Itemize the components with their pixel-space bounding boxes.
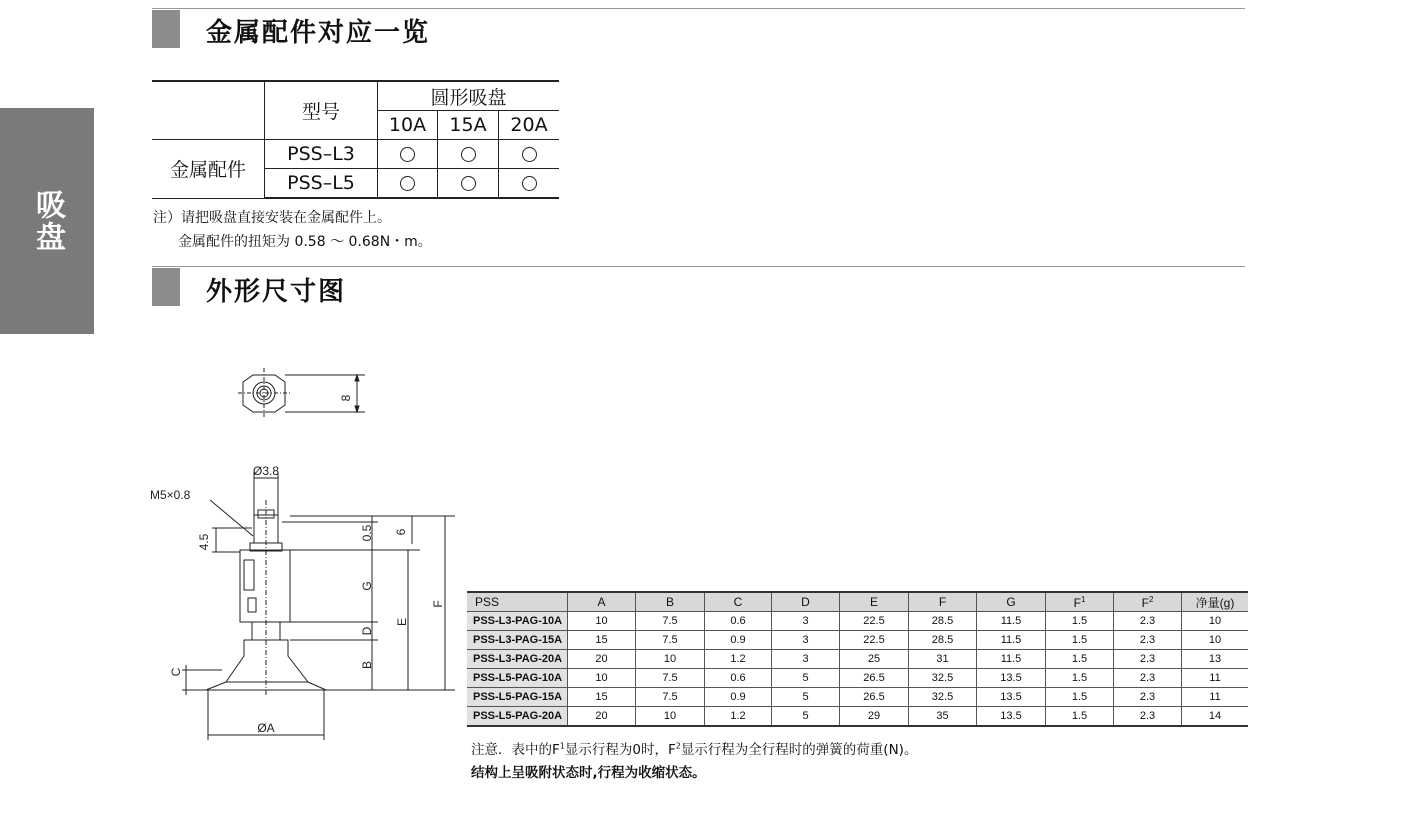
value-cell: 31: [909, 650, 977, 669]
row-group-label: 金属配件: [152, 140, 265, 199]
value-cell: 15: [568, 631, 636, 650]
compat-mark: [499, 169, 560, 199]
size-header: 10A: [378, 111, 438, 140]
dim-label-d: D: [360, 626, 374, 636]
value-cell: 7.5: [636, 688, 705, 707]
section-marker: [152, 10, 180, 48]
value-cell: 10: [1182, 631, 1249, 650]
dim-label-e: E: [395, 617, 409, 627]
value-cell: 25: [840, 650, 909, 669]
compat-mark: [378, 169, 438, 199]
circle-icon: [522, 147, 537, 162]
value-cell: 3: [772, 612, 840, 631]
side-tab[interactable]: [0, 108, 94, 334]
column-header-f1: $F^1$: [1046, 592, 1114, 612]
model-cell: PSS-L5-PAG-10A: [467, 669, 568, 688]
value-cell: 10: [636, 707, 705, 727]
value-cell: 2.3: [1114, 669, 1182, 688]
column-header: A: [568, 592, 636, 612]
value-cell: 22.5: [840, 612, 909, 631]
footnote-line-1: [471, 738, 917, 758]
value-cell: 1.5: [1046, 650, 1114, 669]
value-cell: 11: [1182, 669, 1249, 688]
note-line-2: 金属配件的扭矩为 0.58 ～ 0.68N・m。: [178, 234, 432, 250]
value-cell: 2.3: [1114, 631, 1182, 650]
column-header: G: [977, 592, 1046, 612]
value-cell: 10: [568, 669, 636, 688]
section-title-dimensions: 外形尺寸图: [206, 277, 347, 307]
column-header-f2: $F^2$: [1114, 592, 1182, 612]
circle-icon: [400, 147, 415, 162]
value-cell: 32.5: [909, 669, 977, 688]
hex-top-view: [238, 368, 365, 418]
value-cell: 1.5: [1046, 631, 1114, 650]
section-marker: [152, 268, 180, 306]
value-cell: 28.5: [909, 612, 977, 631]
dim-label-4-5: 4.5: [197, 533, 211, 551]
value-cell: 11.5: [977, 612, 1046, 631]
footnote-line-2: 结构上呈吸附状态时,行程为收缩状态。: [471, 765, 706, 781]
value-cell: 15: [568, 688, 636, 707]
value-cell: 1.5: [1046, 707, 1114, 727]
column-header: B: [636, 592, 705, 612]
value-cell: 2.3: [1114, 688, 1182, 707]
value-cell: 13.5: [977, 688, 1046, 707]
footnote-text: 注意．表中的F: [471, 742, 560, 758]
value-cell: 2.3: [1114, 707, 1182, 727]
table-row: [467, 669, 1248, 688]
value-cell: 11.5: [977, 650, 1046, 669]
circle-icon: [461, 147, 476, 162]
circle-icon: [522, 176, 537, 191]
dim-label-b: B: [360, 660, 374, 670]
value-cell: 1.2: [705, 650, 772, 669]
value-cell: 0.9: [705, 631, 772, 650]
value-cell: 1.5: [1046, 669, 1114, 688]
size-header: 15A: [438, 111, 499, 140]
note-line-1: 注）请把吸盘直接安装在金属配件上。: [153, 210, 391, 226]
value-cell: 20: [568, 650, 636, 669]
compat-mark: [438, 140, 499, 169]
value-cell: 0.6: [705, 669, 772, 688]
column-header: 净量(g): [1182, 592, 1249, 612]
value-cell: 22.5: [840, 631, 909, 650]
value-cell: 2.3: [1114, 612, 1182, 631]
side-tab-label: 吸盘: [30, 189, 65, 253]
model-cell: PSS-L3-PAG-20A: [467, 650, 568, 669]
section-title-fittings: 金属配件对应一览: [206, 18, 431, 48]
value-cell: 13.5: [977, 707, 1046, 727]
corner-cell: [152, 81, 265, 140]
superscript: 2: [675, 741, 681, 751]
value-cell: 7.5: [636, 631, 705, 650]
value-cell: 5: [772, 669, 840, 688]
table-row: [467, 707, 1248, 727]
table-row: [467, 612, 1248, 631]
value-cell: 0.6: [705, 612, 772, 631]
model-cell: PSS-L3-PAG-10A: [467, 612, 568, 631]
compat-mark: [378, 140, 438, 169]
dim-label-thread: M5×0.8: [150, 488, 191, 502]
value-cell: 13.5: [977, 669, 1046, 688]
value-cell: 29: [840, 707, 909, 727]
value-cell: 10: [568, 612, 636, 631]
group-header: 圆形吸盘: [378, 81, 560, 111]
superscript: 1: [559, 741, 565, 751]
column-header: F: [909, 592, 977, 612]
value-cell: 26.5: [840, 688, 909, 707]
value-cell: 11.5: [977, 631, 1046, 650]
column-header: D: [772, 592, 840, 612]
compat-mark: [438, 169, 499, 199]
column-header: C: [705, 592, 772, 612]
divider: [152, 266, 1245, 267]
dim-label-f: F: [431, 600, 445, 608]
fitting-table: [152, 80, 559, 199]
value-cell: 5: [772, 707, 840, 727]
value-cell: 3: [772, 631, 840, 650]
dimension-drawing: [140, 360, 460, 750]
value-cell: 13: [1182, 650, 1249, 669]
value-cell: 14: [1182, 707, 1249, 727]
value-cell: 1.5: [1046, 612, 1114, 631]
value-cell: 20: [568, 707, 636, 727]
value-cell: 0.9: [705, 688, 772, 707]
value-cell: 11: [1182, 688, 1249, 707]
model-cell: PSS-L5-PAG-15A: [467, 688, 568, 707]
value-cell: 32.5: [909, 688, 977, 707]
dim-label-c: C: [169, 667, 183, 677]
dimensions-table: [467, 591, 1248, 727]
dim-label-6: 6: [394, 528, 408, 536]
superscript: 1: [1080, 594, 1086, 604]
dim-label-8: 8: [339, 394, 353, 402]
column-header: E: [840, 592, 909, 612]
value-cell: 26.5: [840, 669, 909, 688]
dim-label-diameter: ØA: [257, 721, 275, 735]
compat-mark: [499, 140, 560, 169]
table-row: [467, 688, 1248, 707]
dim-label-bore: Ø3.8: [252, 464, 280, 478]
value-cell: 7.5: [636, 669, 705, 688]
value-cell: 1.5: [1046, 688, 1114, 707]
column-header: PSS: [467, 592, 568, 612]
model-cell: PSS–L3: [265, 140, 378, 169]
model-cell: PSS-L5-PAG-20A: [467, 707, 568, 727]
circle-icon: [461, 176, 476, 191]
dim-label-0-5: 0.5: [360, 524, 374, 542]
table-row: [467, 650, 1248, 669]
value-cell: 10: [1182, 612, 1249, 631]
side-view: [182, 472, 455, 740]
footnote-text: 显示行程为全行程时的弹簧的荷重(N)。: [680, 742, 918, 758]
circle-icon: [400, 176, 415, 191]
dim-label-g: G: [360, 581, 374, 591]
model-cell: PSS-L3-PAG-15A: [467, 631, 568, 650]
superscript: 2: [1148, 594, 1154, 604]
footnote-text: 显示行程为0时，F: [564, 742, 676, 758]
value-cell: 10: [636, 650, 705, 669]
table-header-row: [467, 592, 1248, 612]
model-header: 型号: [265, 81, 378, 140]
value-cell: 7.5: [636, 612, 705, 631]
value-cell: 28.5: [909, 631, 977, 650]
model-cell: PSS–L5: [265, 169, 378, 199]
value-cell: 1.2: [705, 707, 772, 727]
size-header: 20A: [499, 111, 560, 140]
divider: [152, 8, 1245, 9]
value-cell: 5: [772, 688, 840, 707]
table-row: [467, 631, 1248, 650]
value-cell: 3: [772, 650, 840, 669]
value-cell: 2.3: [1114, 650, 1182, 669]
value-cell: 35: [909, 707, 977, 727]
